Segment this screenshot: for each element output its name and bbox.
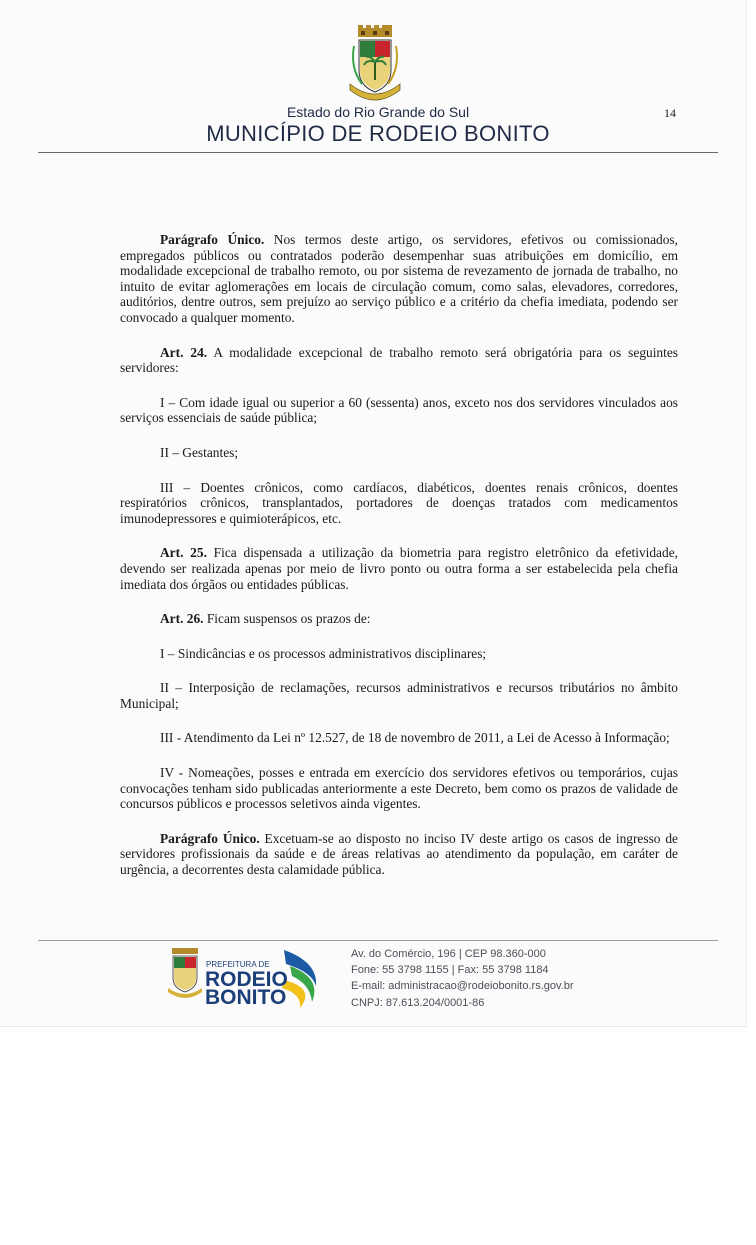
article-26-item-4: IV - Nomeações, posses e entrada em exercício dos servidores efetivos ou temporários, cujas convocações tenham sido publicadas anteriormente a este Decreto, bem como os prazos de validade de concursos públicos e processos seletivos ainda vigentes. <box>120 765 678 812</box>
paragraph-text: Excetuam-se ao disposto no inciso IV deste artigo os casos de ingresso de servidores profissionais da saúde e de áreas relativas ao atendimento da população, em caráter de urgência, a decorrentes desta calamidade pública. <box>120 830 678 878</box>
article-26-item-2: II – Interposição de reclamações, recursos administrativos e recursos tributários no âmbito Municipal; <box>120 680 678 711</box>
paragraph-label: Parágrafo Único. <box>160 232 265 247</box>
state-name: Estado do Rio Grande do Sul <box>286 104 470 120</box>
document-body <box>120 232 678 878</box>
article-24-item-2: II – Gestantes; <box>160 444 239 460</box>
article-25 <box>120 545 678 592</box>
logo-prefeitura-text: PREFEITURA DE <box>206 960 270 969</box>
article-26-item-1: I – Sindicâncias e os processos administrativos disciplinares; <box>160 645 487 661</box>
footer-phone: Fone: 55 3798 1155 | Fax: 55 3798 1184 <box>351 964 549 977</box>
article-text: Fica dispensada a utilização da biometria para registro eletrônico da efetividade, devendo ser realizada apenas por meio de livro ponto ou outra forma a ser estabelecida pela chefia imediata dos órgãos ou entidades públicas. <box>120 545 678 592</box>
article-24-item-3: III – Doentes crônicos, como cardíacos, diabéticos, doentes renais crônicos, doentes respiratórios crônicos, transplantados, portadores de doenças tratados com medicamentos imunodepressores e quimioterápicos, etc. <box>120 479 678 526</box>
header-divider <box>38 152 718 153</box>
paragraph-unico-2 <box>120 831 678 878</box>
paragraph-unico-1 <box>120 232 678 326</box>
article-label: Art. 25. <box>160 545 207 561</box>
article-text: A modalidade excepcional de trabalho remoto será obrigatória para os seguintes servidores: <box>120 344 678 376</box>
municipality-title: MUNICÍPIO DE RODEIO BONITO <box>206 121 550 146</box>
article-24-item-1: I – Com idade igual ou superior a 60 (sessenta) anos, exceto nos dos servidores vinculados aos serviços essenciais de saúde pública; <box>120 394 678 426</box>
logo-bonito-text: BONITO <box>205 986 287 1009</box>
article-label: Art. 24. <box>160 344 208 360</box>
article-text: Ficam suspensos os prazos de: <box>203 611 371 627</box>
footer-email[interactable]: E-mail: administracao@rodeiobonito.rs.gov.br <box>351 980 574 993</box>
article-26-item-3: III - Atendimento da Lei nº 12.527, de 18 de novembro de 2011, a Lei de Acesso à Informação; <box>160 730 670 746</box>
footer-contact <box>351 946 574 1011</box>
article-24 <box>120 345 678 376</box>
prefeitura-logo <box>166 944 336 1010</box>
footer-divider <box>38 940 718 941</box>
article-label: Art. 26. <box>160 611 204 627</box>
paragraph-text: Nos termos deste artigo, os servidores, efetivos ou comissionados, empregados públicos ou contratados poderão desempenhar suas atribuições em domicílio, em modalidade excepcional de trabalho remoto, ou por sistema de revezamento de jornada de trabalho, no intuito de evitar aglomerações em locais de circulação comum, como salas, elevadores, corredores, auditórios, dentre outros, sem prejuízo ao serviço público e a critério da chefia imediata, podendo ser convocado a qualquer momento. <box>120 232 678 325</box>
article-26 <box>120 611 678 627</box>
footer-cnpj: CNPJ: 87.613.204/0001-86 <box>351 996 485 1009</box>
paragraph-label: Parágrafo Único. <box>160 830 260 846</box>
page-number: 14 <box>664 106 676 120</box>
coat-of-arms-icon <box>344 24 406 106</box>
footer-crest-icon <box>168 948 202 998</box>
logo-rodeio-text: RODEIO <box>205 968 288 991</box>
footer-address: Av. do Comércio, 196 | CEP 98.360-000 <box>351 948 546 960</box>
